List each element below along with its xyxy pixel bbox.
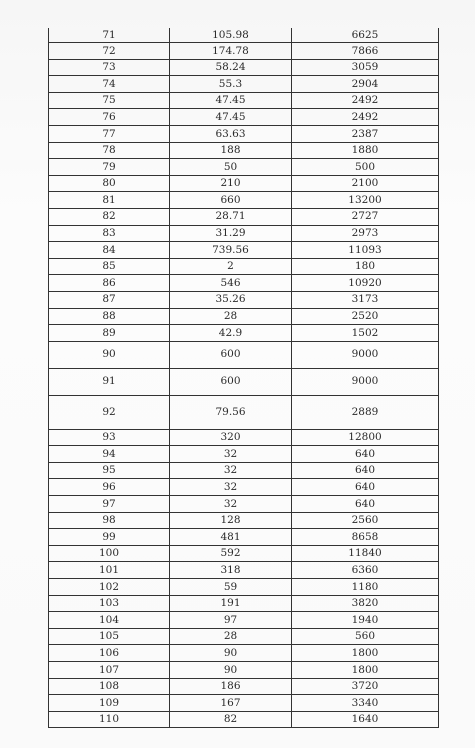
- value-a: 188: [170, 142, 292, 159]
- table-row: [49, 529, 439, 546]
- value-b: 2520: [292, 308, 439, 325]
- row-number: 95: [49, 462, 170, 479]
- value-a: 32: [170, 496, 292, 513]
- value-a: 28: [170, 628, 292, 645]
- row-number: 79: [49, 159, 170, 176]
- table-row: [49, 142, 439, 159]
- table-row: [49, 175, 439, 192]
- value-a: 660: [170, 192, 292, 209]
- row-number: 96: [49, 479, 170, 496]
- value-b: 3173: [292, 291, 439, 308]
- table-row: [49, 595, 439, 612]
- table-row: [49, 678, 439, 695]
- table-row: [49, 242, 439, 259]
- value-b: 12800: [292, 429, 439, 446]
- row-number: 94: [49, 446, 170, 463]
- table-row: [49, 28, 439, 43]
- row-number: 76: [49, 109, 170, 126]
- value-a: 31.29: [170, 225, 292, 242]
- value-a: 82: [170, 711, 292, 728]
- row-number: 80: [49, 175, 170, 192]
- row-number: 109: [49, 695, 170, 712]
- row-number: 81: [49, 192, 170, 209]
- table-row: [49, 429, 439, 446]
- value-a: 90: [170, 662, 292, 679]
- row-number: 108: [49, 678, 170, 695]
- value-a: 739.56: [170, 242, 292, 259]
- value-b: 640: [292, 462, 439, 479]
- value-b: 500: [292, 159, 439, 176]
- table-row: [49, 159, 439, 176]
- table-row: [49, 395, 439, 429]
- row-number: 88: [49, 308, 170, 325]
- value-b: 640: [292, 446, 439, 463]
- row-number: 75: [49, 92, 170, 109]
- value-b: 3720: [292, 678, 439, 695]
- row-number: 101: [49, 562, 170, 579]
- table-row: [49, 562, 439, 579]
- value-b: 1640: [292, 711, 439, 728]
- value-a: 191: [170, 595, 292, 612]
- row-number: 100: [49, 545, 170, 562]
- table-row: [49, 496, 439, 513]
- row-number: 104: [49, 612, 170, 629]
- value-a: 320: [170, 429, 292, 446]
- row-number: 102: [49, 579, 170, 596]
- table-row: [49, 325, 439, 342]
- value-a: 186: [170, 678, 292, 695]
- table-row: [49, 275, 439, 292]
- table-row: [49, 258, 439, 275]
- table-row: [49, 711, 439, 728]
- row-number: 92: [49, 395, 170, 429]
- value-a: 50: [170, 159, 292, 176]
- value-b: 6625: [292, 28, 439, 43]
- value-b: 7866: [292, 43, 439, 60]
- row-number: 83: [49, 225, 170, 242]
- row-number: 78: [49, 142, 170, 159]
- value-b: 2492: [292, 92, 439, 109]
- table-row: [49, 208, 439, 225]
- value-a: 55.3: [170, 76, 292, 93]
- table-row: [49, 43, 439, 60]
- row-number: 103: [49, 595, 170, 612]
- row-number: 99: [49, 529, 170, 546]
- value-b: 2492: [292, 109, 439, 126]
- value-b: 10920: [292, 275, 439, 292]
- value-a: 600: [170, 341, 292, 368]
- row-number: 107: [49, 662, 170, 679]
- value-a: 481: [170, 529, 292, 546]
- value-a: 47.45: [170, 92, 292, 109]
- value-b: 1880: [292, 142, 439, 159]
- value-b: 2889: [292, 395, 439, 429]
- value-a: 28.71: [170, 208, 292, 225]
- value-b: 1800: [292, 662, 439, 679]
- value-b: 1800: [292, 645, 439, 662]
- value-b: 180: [292, 258, 439, 275]
- value-b: 3820: [292, 595, 439, 612]
- value-a: 63.63: [170, 125, 292, 142]
- row-number: 110: [49, 711, 170, 728]
- table-body: [49, 28, 439, 728]
- value-b: 560: [292, 628, 439, 645]
- value-b: 2560: [292, 512, 439, 529]
- value-b: 2100: [292, 175, 439, 192]
- value-a: 79.56: [170, 395, 292, 429]
- table-row: [49, 341, 439, 368]
- row-number: 72: [49, 43, 170, 60]
- table-row: [49, 446, 439, 463]
- row-number: 74: [49, 76, 170, 93]
- row-number: 84: [49, 242, 170, 259]
- value-a: 318: [170, 562, 292, 579]
- value-a: 28: [170, 308, 292, 325]
- value-b: 6360: [292, 562, 439, 579]
- table-row: [49, 59, 439, 76]
- table-row: [49, 545, 439, 562]
- table-row: [49, 76, 439, 93]
- value-a: 167: [170, 695, 292, 712]
- data-table: [48, 28, 439, 728]
- table-row: [49, 512, 439, 529]
- value-a: 32: [170, 479, 292, 496]
- value-b: 9000: [292, 341, 439, 368]
- value-a: 105.98: [170, 28, 292, 43]
- table-row: [49, 479, 439, 496]
- table-row: [49, 462, 439, 479]
- row-number: 97: [49, 496, 170, 513]
- table-row: [49, 612, 439, 629]
- table-row: [49, 368, 439, 395]
- value-a: 59: [170, 579, 292, 596]
- value-a: 592: [170, 545, 292, 562]
- value-b: 1180: [292, 579, 439, 596]
- value-b: 2387: [292, 125, 439, 142]
- value-a: 210: [170, 175, 292, 192]
- row-number: 105: [49, 628, 170, 645]
- value-a: 546: [170, 275, 292, 292]
- row-number: 73: [49, 59, 170, 76]
- value-b: 8658: [292, 529, 439, 546]
- table-row: [49, 628, 439, 645]
- row-number: 77: [49, 125, 170, 142]
- value-a: 58.24: [170, 59, 292, 76]
- table-row: [49, 645, 439, 662]
- value-b: 3059: [292, 59, 439, 76]
- table-row: [49, 695, 439, 712]
- row-number: 93: [49, 429, 170, 446]
- row-number: 87: [49, 291, 170, 308]
- value-a: 32: [170, 446, 292, 463]
- value-b: 3340: [292, 695, 439, 712]
- table-row: [49, 92, 439, 109]
- value-a: 35.26: [170, 291, 292, 308]
- value-b: 9000: [292, 368, 439, 395]
- row-number: 82: [49, 208, 170, 225]
- row-number: 89: [49, 325, 170, 342]
- value-b: 11093: [292, 242, 439, 259]
- value-b: 1940: [292, 612, 439, 629]
- value-a: 97: [170, 612, 292, 629]
- value-b: 2904: [292, 76, 439, 93]
- row-number: 85: [49, 258, 170, 275]
- table-row: [49, 125, 439, 142]
- row-number: 71: [49, 28, 170, 43]
- row-number: 90: [49, 341, 170, 368]
- table-row: [49, 308, 439, 325]
- value-a: 47.45: [170, 109, 292, 126]
- value-b: 640: [292, 479, 439, 496]
- value-a: 90: [170, 645, 292, 662]
- table-row: [49, 225, 439, 242]
- table-row: [49, 579, 439, 596]
- value-b: 2727: [292, 208, 439, 225]
- value-b: 11840: [292, 545, 439, 562]
- row-number: 91: [49, 368, 170, 395]
- table-row: [49, 192, 439, 209]
- value-a: 2: [170, 258, 292, 275]
- value-a: 128: [170, 512, 292, 529]
- row-number: 106: [49, 645, 170, 662]
- value-b: 2973: [292, 225, 439, 242]
- value-a: 174.78: [170, 43, 292, 60]
- table-row: [49, 109, 439, 126]
- value-a: 600: [170, 368, 292, 395]
- value-b: 1502: [292, 325, 439, 342]
- table-row: [49, 662, 439, 679]
- value-a: 42.9: [170, 325, 292, 342]
- value-a: 32: [170, 462, 292, 479]
- table-row: [49, 291, 439, 308]
- row-number: 86: [49, 275, 170, 292]
- value-b: 640: [292, 496, 439, 513]
- row-number: 98: [49, 512, 170, 529]
- value-b: 13200: [292, 192, 439, 209]
